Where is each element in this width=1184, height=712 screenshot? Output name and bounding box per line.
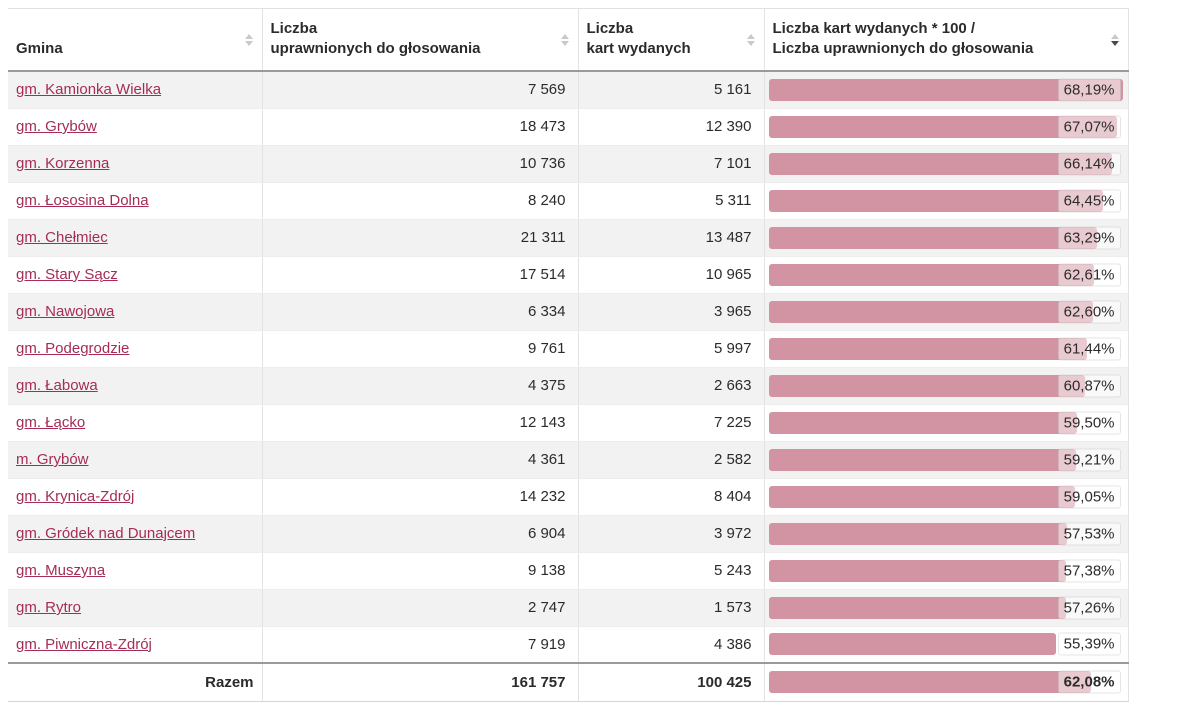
sort-asc-icon: [1111, 34, 1119, 39]
turnout-bar-track: [769, 522, 1123, 546]
turnout-cell: [764, 478, 1128, 515]
eligible-cell: 7 919: [262, 626, 578, 663]
turnout-value: 62,08%: [1058, 671, 1121, 694]
eligible-cell: 9 138: [262, 552, 578, 589]
sort-desc-icon: [245, 41, 253, 46]
table-row: [8, 404, 1128, 441]
issued-cell: 3 965: [578, 293, 764, 330]
turnout-bar: [769, 264, 1094, 286]
turnout-bar-track: [769, 374, 1123, 398]
turnout-cell: [764, 626, 1128, 663]
gmina-link[interactable]: gm. Chełmiec: [16, 229, 108, 246]
turnout-cell: [764, 256, 1128, 293]
table-row: [8, 219, 1128, 256]
sort-asc-icon: [245, 34, 253, 39]
gmina-link[interactable]: gm. Podegrodzie: [16, 340, 130, 357]
turnout-table: [8, 8, 1129, 702]
table-row: [8, 330, 1128, 367]
turnout-bar-track: [769, 115, 1123, 139]
gmina-link[interactable]: gm. Kamionka Wielka: [16, 81, 162, 99]
turnout-value: 61,44%: [1058, 337, 1121, 360]
column-header-gmina[interactable]: [8, 9, 262, 72]
turnout-bar: [769, 301, 1094, 323]
turnout-value: 55,39%: [1058, 633, 1121, 656]
issued-cell: 1 573: [578, 589, 764, 626]
eligible-cell: 12 143: [262, 404, 578, 441]
column-header-eligible[interactable]: [262, 9, 578, 72]
eligible-cell: 4 361: [262, 441, 578, 478]
turnout-value: 63,29%: [1058, 226, 1121, 249]
totals-label: Razem: [8, 663, 262, 701]
gmina-link[interactable]: gm. Piwniczna-Zdrój: [16, 635, 152, 653]
turnout-cell: [764, 404, 1128, 441]
turnout-value: 57,38%: [1058, 559, 1121, 582]
table-row: [8, 626, 1128, 663]
issued-cell: 2 582: [578, 441, 764, 478]
turnout-cell: [764, 515, 1128, 552]
turnout-bar: [769, 449, 1076, 471]
eligible-cell: 17 514: [262, 256, 578, 293]
turnout-cell: [764, 71, 1128, 108]
sort-asc-icon: [747, 34, 755, 39]
issued-cell: 5 997: [578, 330, 764, 367]
table-row: [8, 478, 1128, 515]
totals-issued: 100 425: [578, 663, 764, 701]
sort-desc-icon: [561, 41, 569, 46]
turnout-bar: [769, 633, 1057, 655]
turnout-value: 66,14%: [1058, 152, 1121, 175]
gmina-link[interactable]: gm. Grybów: [16, 118, 97, 135]
sort-desc-icon: [747, 41, 755, 46]
turnout-value: 59,21%: [1058, 448, 1121, 471]
sort-toggle-icon: [561, 34, 569, 46]
column-header-issued-line1: Liczba: [586, 20, 634, 37]
turnout-bar: [769, 338, 1088, 360]
table-row: [8, 145, 1128, 182]
table-row: [8, 71, 1128, 108]
table-row: [8, 441, 1128, 478]
column-header-turnout[interactable]: [764, 9, 1128, 72]
eligible-cell: 2 747: [262, 589, 578, 626]
eligible-cell: 7 569: [262, 71, 578, 108]
turnout-value: 57,53%: [1058, 522, 1121, 545]
eligible-cell: 10 736: [262, 145, 578, 182]
turnout-bar: [769, 560, 1067, 582]
turnout-bar: [769, 671, 1091, 693]
turnout-bar: [769, 375, 1085, 397]
gmina-link[interactable]: gm. Krynica-Zdrój: [16, 488, 135, 505]
turnout-cell: [764, 219, 1128, 256]
eligible-cell: 8 240: [262, 182, 578, 219]
issued-cell: 12 390: [578, 108, 764, 145]
turnout-cell: [764, 108, 1128, 145]
turnout-bar: [769, 597, 1066, 619]
turnout-bar-track: [769, 78, 1123, 102]
issued-cell: 5 311: [578, 182, 764, 219]
sort-toggle-icon: [245, 34, 253, 46]
eligible-cell: 18 473: [262, 108, 578, 145]
turnout-value: 60,87%: [1058, 374, 1121, 397]
table-row: [8, 293, 1128, 330]
turnout-cell: [764, 182, 1128, 219]
column-header-eligible-line1: Liczba: [270, 20, 318, 37]
turnout-bar-track: [769, 632, 1123, 656]
turnout-bar-track: [769, 448, 1123, 472]
turnout-bar-track: [769, 411, 1123, 435]
eligible-cell: 21 311: [262, 219, 578, 256]
turnout-bar: [769, 486, 1076, 508]
sort-asc-icon: [561, 34, 569, 39]
gmina-link[interactable]: gm. Łącko: [16, 414, 86, 431]
column-header-issued-line2: kart wydanych: [586, 40, 691, 57]
turnout-bar-track: [769, 300, 1123, 324]
turnout-value: 59,05%: [1058, 485, 1121, 508]
turnout-bar-track: [769, 670, 1123, 694]
gmina-link[interactable]: gm. Nawojowa: [16, 303, 115, 320]
turnout-bar-track: [769, 485, 1123, 509]
turnout-value: 57,26%: [1058, 596, 1121, 619]
eligible-cell: 6 334: [262, 293, 578, 330]
table-row: [8, 552, 1128, 589]
issued-cell: 7 225: [578, 404, 764, 441]
totals-eligible: 161 757: [262, 663, 578, 701]
turnout-value: 62,60%: [1058, 300, 1121, 323]
turnout-cell: [764, 330, 1128, 367]
turnout-bar: [769, 227, 1098, 249]
turnout-bar-track: [769, 152, 1123, 176]
table-row: [8, 256, 1128, 293]
eligible-cell: 6 904: [262, 515, 578, 552]
turnout-bar-track: [769, 226, 1123, 250]
header-row: [8, 9, 1128, 72]
turnout-bar-track: [769, 189, 1123, 213]
turnout-value: 59,50%: [1058, 411, 1121, 434]
turnout-bar: [769, 412, 1078, 434]
turnout-cell: [764, 367, 1128, 404]
turnout-cell: [764, 293, 1128, 330]
issued-cell: 7 101: [578, 145, 764, 182]
column-header-eligible-line2: uprawnionych do głosowania: [270, 40, 481, 57]
turnout-value: 64,45%: [1058, 189, 1121, 212]
gmina-link[interactable]: gm. Stary Sącz: [16, 266, 118, 283]
issued-cell: 4 386: [578, 626, 764, 663]
turnout-value: 62,61%: [1058, 263, 1121, 286]
gmina-link[interactable]: gm. Łososina Dolna: [16, 192, 149, 209]
column-header-turnout-line2: Liczba uprawnionych do głosowania: [772, 40, 1034, 57]
gmina-link[interactable]: gm. Korzenna: [16, 155, 110, 172]
turnout-bar-track: [769, 337, 1123, 361]
turnout-bar-track: [769, 263, 1123, 287]
turnout-bar: [769, 190, 1104, 212]
issued-cell: 10 965: [578, 256, 764, 293]
eligible-cell: 4 375: [262, 367, 578, 404]
turnout-value: 68,19%: [1058, 78, 1121, 101]
gmina-link[interactable]: gm. Łabowa: [16, 377, 98, 394]
column-header-gmina-label: Gmina: [16, 40, 63, 57]
issued-cell: 5 161: [578, 71, 764, 108]
turnout-bar-track: [769, 559, 1123, 583]
turnout-value: 67,07%: [1058, 115, 1121, 138]
turnout-table-container: [8, 8, 1128, 702]
gmina-link[interactable]: gm. Rytro: [16, 599, 82, 616]
issued-cell: 5 243: [578, 552, 764, 589]
column-header-turnout-line1: Liczba kart wydanych * 100 /: [772, 20, 976, 37]
gmina-link[interactable]: gm. Muszyna: [16, 562, 106, 579]
issued-cell: 13 487: [578, 219, 764, 256]
turnout-cell: [764, 552, 1128, 589]
table-row: [8, 182, 1128, 219]
gmina-link[interactable]: m. Grybów: [16, 451, 89, 468]
table-row: [8, 589, 1128, 626]
turnout-bar-track: [769, 596, 1123, 620]
column-header-issued[interactable]: [578, 9, 764, 72]
table-row: [8, 108, 1128, 145]
table-body: [8, 71, 1128, 663]
turnout-bar: [769, 523, 1068, 545]
sort-toggle-icon: [747, 34, 755, 46]
issued-cell: 8 404: [578, 478, 764, 515]
eligible-cell: 9 761: [262, 330, 578, 367]
issued-cell: 3 972: [578, 515, 764, 552]
table-row: [8, 367, 1128, 404]
totals-row: [8, 663, 1128, 701]
turnout-cell: [764, 441, 1128, 478]
gmina-link[interactable]: gm. Gródek nad Dunajcem: [16, 525, 196, 542]
table-row: [8, 515, 1128, 552]
turnout-cell: [764, 589, 1128, 626]
sort-toggle-icon: [1111, 34, 1119, 46]
eligible-cell: 14 232: [262, 478, 578, 515]
totals-turnout-cell: [764, 663, 1128, 701]
sort-desc-icon: [1111, 41, 1119, 46]
issued-cell: 2 663: [578, 367, 764, 404]
turnout-cell: [764, 145, 1128, 182]
